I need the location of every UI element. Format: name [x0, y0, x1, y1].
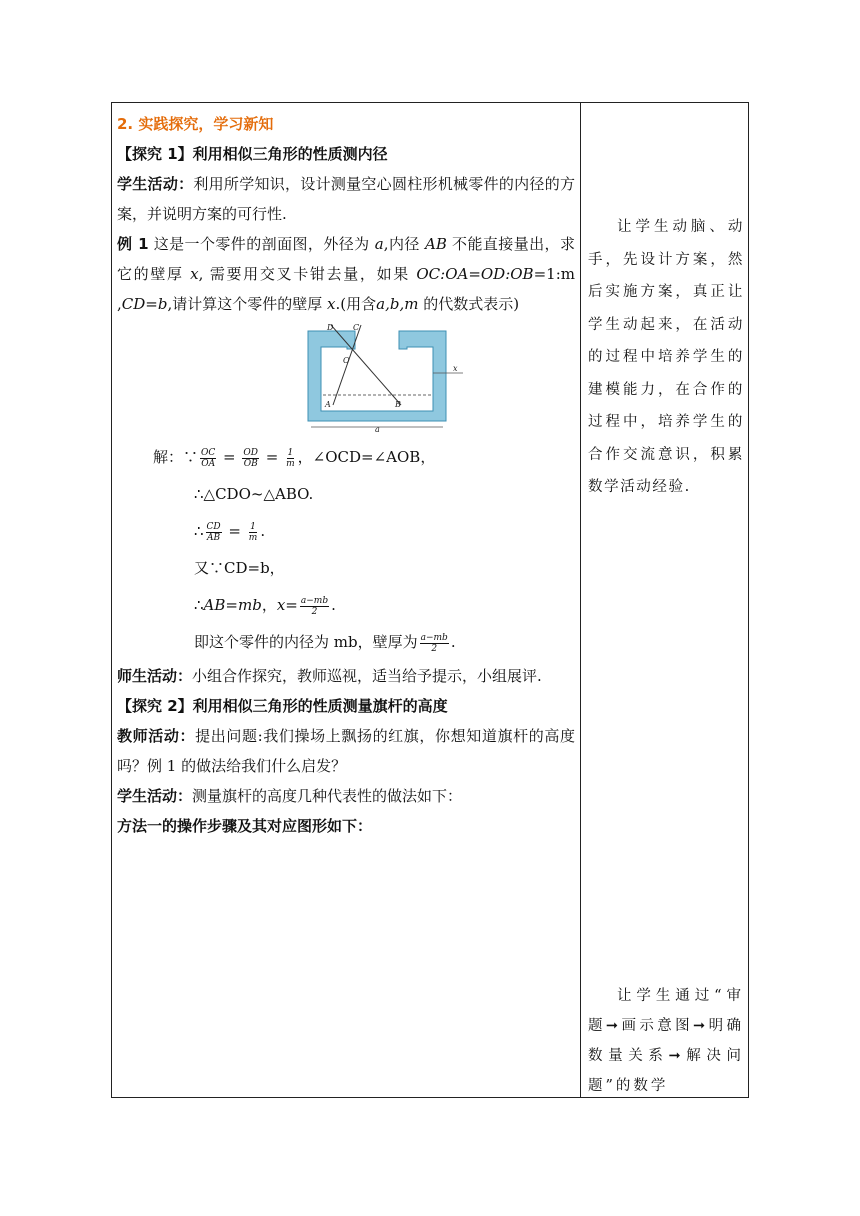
text: .	[260, 522, 266, 540]
example-label: 例 1	[117, 235, 149, 253]
fraction	[242, 448, 259, 469]
explore1-title: 【探究 1】利用相似三角形的性质测内径	[117, 145, 388, 163]
method-1-heading: 方法一的操作步骤及其对应图形如下：	[117, 817, 373, 835]
fraction	[200, 448, 216, 469]
var: CD	[121, 295, 146, 313]
var: x	[276, 596, 286, 614]
text: ∴	[194, 522, 204, 540]
solution-line-3	[117, 513, 575, 550]
den: m	[286, 458, 295, 469]
var: OC:OA=OD:OB	[416, 265, 534, 283]
fraction	[285, 448, 296, 469]
num: 1	[250, 521, 256, 532]
text: =	[261, 448, 284, 466]
den: m	[248, 532, 258, 543]
num: CD	[206, 521, 221, 532]
den: OA	[201, 458, 216, 469]
text: =	[225, 596, 238, 614]
label-B: B	[395, 400, 401, 409]
label-a: a	[375, 425, 380, 433]
fraction	[420, 633, 449, 654]
solution-line-4: 又∵CD=b，	[194, 559, 285, 577]
student-activity-2	[117, 781, 575, 811]
label-O: O	[343, 356, 350, 365]
main-column	[117, 109, 575, 841]
text: ,请计算这个零件的壁厚	[167, 295, 328, 313]
label-x: x	[453, 364, 458, 373]
var: mb	[237, 596, 262, 614]
text: 即这个零件的内径为 mb，壁厚为	[194, 633, 418, 651]
solution-line-5	[117, 587, 575, 624]
text: 不能直接量出，求它的壁厚	[117, 235, 575, 283]
num: a−mb	[300, 595, 329, 606]
den: 2	[431, 643, 438, 654]
teacher-activity	[117, 721, 575, 781]
text: ，	[261, 596, 277, 614]
label: 教师活动：	[117, 727, 196, 745]
den: 2	[311, 606, 318, 617]
var: AB	[424, 235, 447, 253]
text: =1:m ,	[117, 265, 575, 313]
lesson-table	[111, 102, 749, 1098]
num: OC	[201, 447, 216, 458]
var: AB	[203, 596, 226, 614]
text: 测量旗杆的高度几种代表性的做法如下：	[192, 787, 463, 805]
text: , 需要用交叉卡钳去量，如果	[198, 265, 417, 283]
label-D: D	[327, 323, 334, 332]
text: 提出问题:我们操场上飘扬的红旗，你想知道旗杆的高度吗？例 1 的做法给我们什么启发？	[117, 727, 575, 775]
part-cross-section-figure	[303, 323, 483, 433]
num: a−mb	[420, 632, 448, 643]
text: =	[218, 448, 241, 466]
label: 学生活动：	[117, 175, 194, 193]
text: 小组合作探究，教师巡视，适当给予提示，小组展评.	[192, 667, 542, 685]
fraction	[300, 596, 329, 617]
var: a	[374, 235, 384, 253]
text: 的代数式表示)	[418, 295, 520, 313]
column-divider	[580, 103, 581, 1097]
text: .	[331, 596, 336, 614]
side-note-2: 让学生通过“审题➞画示意图➞明确数量关系➞解决问题”的数学	[588, 988, 744, 1094]
fraction	[206, 522, 222, 543]
solution-line-1	[117, 439, 575, 476]
text: =	[285, 596, 298, 614]
label-A: A	[325, 400, 331, 409]
num: 1	[287, 447, 294, 458]
den: OB	[243, 458, 258, 469]
explore2-title: 【探究 2】利用相似三角形的性质测量旗杆的高度	[117, 697, 448, 715]
var: a,b,m	[376, 295, 419, 313]
solution-line-2: ∴△CDO~△ABO.	[194, 485, 314, 503]
teacher-student-activity	[117, 661, 575, 691]
var: x	[327, 295, 336, 313]
student-activity-1	[117, 169, 575, 229]
text: 利用所学知识，设计测量空心圆柱形机械零件的内径的方案，并说明方案的可行性.	[117, 175, 575, 223]
label: 学生活动：	[117, 787, 193, 805]
side-note-1: 让学生动脑、动手，先设计方案，然后实施方案，真正让学生动起来，在活动的过程中培养学生的建模能力，在合作的过程中，培养学生的合作交流意识，积累数学活动经验.	[588, 219, 744, 495]
var: b	[157, 295, 168, 313]
label: 师生活动：	[117, 667, 193, 685]
text: =	[223, 522, 246, 540]
text: =	[145, 295, 158, 313]
text: .(用含	[335, 295, 377, 313]
fraction	[248, 522, 259, 543]
label-C: C	[353, 323, 360, 332]
section-title: 2. 实践探究，学习新知	[117, 115, 274, 133]
text: ,内径	[383, 235, 425, 253]
text: 这是一个零件的剖面图，外径为	[148, 235, 375, 253]
num: OD	[243, 447, 258, 458]
text: ，∠OCD=∠AOB，	[297, 448, 436, 466]
text: ∴	[194, 596, 204, 614]
text: .	[450, 633, 456, 651]
text: 解：∵	[153, 448, 199, 466]
solution-line-6	[117, 624, 575, 661]
var: x	[190, 265, 199, 283]
den: AB	[207, 532, 221, 543]
example-1	[117, 229, 575, 319]
